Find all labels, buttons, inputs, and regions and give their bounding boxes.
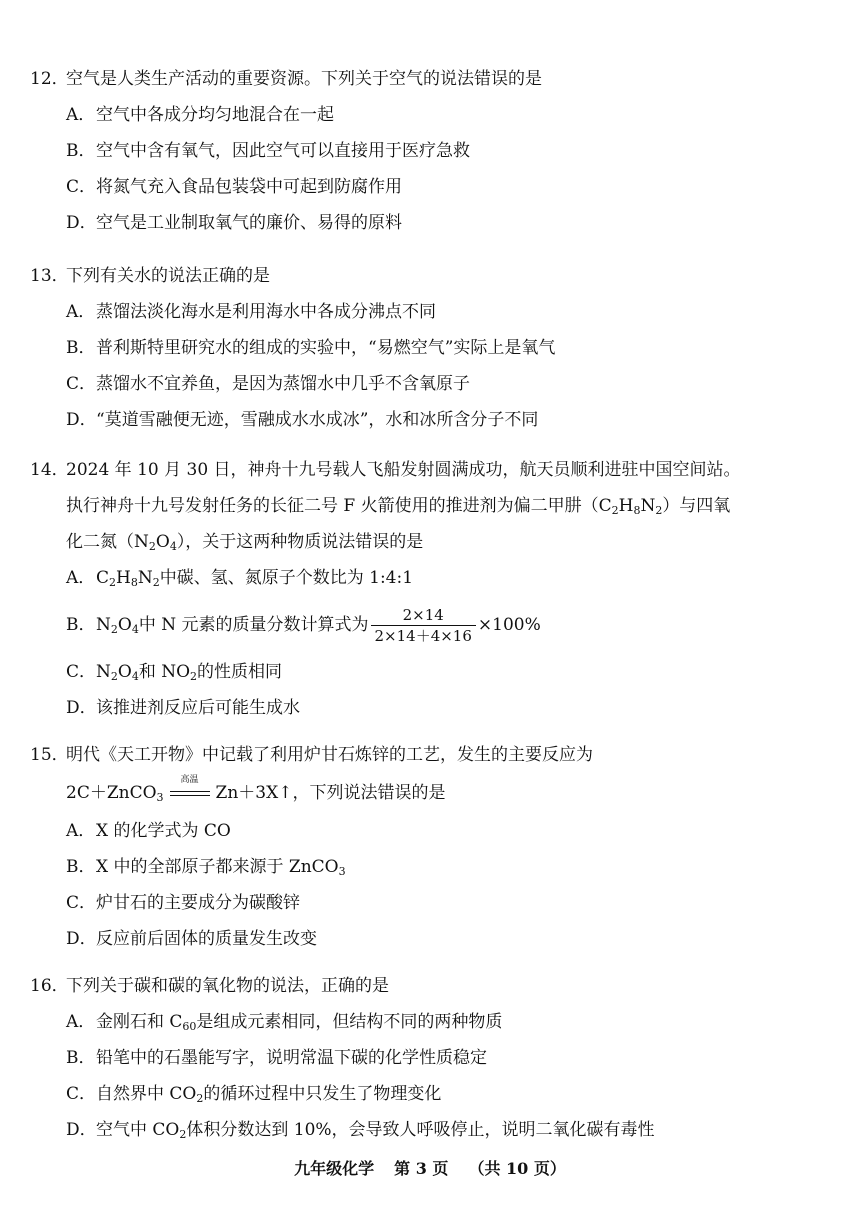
option-text: N bbox=[96, 615, 111, 635]
question-stem bbox=[30, 61, 820, 97]
question-15 bbox=[30, 737, 820, 957]
option-letter: C． bbox=[66, 1084, 97, 1104]
option-b bbox=[30, 849, 820, 885]
option-letter: A． bbox=[66, 302, 96, 322]
subscript: 2 bbox=[196, 1092, 204, 1105]
option-c bbox=[30, 885, 820, 921]
option-text: 该推进剂反应后可能生成水 bbox=[96, 698, 300, 718]
stem-text: 执行神舟十九号发射任务的长征二号 F 火箭使用的推进剂为偏二甲肼（C bbox=[66, 496, 612, 516]
subscript: 4 bbox=[169, 540, 177, 553]
question-14 bbox=[30, 452, 820, 726]
option-letter: B． bbox=[66, 141, 96, 161]
option-text: 铅笔中的石墨能写字，说明常温下碳的化学性质稳定 bbox=[96, 1048, 487, 1068]
option-letter: D． bbox=[66, 213, 97, 233]
option-letter: C． bbox=[66, 662, 97, 682]
option-d bbox=[30, 921, 820, 957]
option-d bbox=[30, 1112, 820, 1148]
fraction-denominator: 2×14＋4×16 bbox=[374, 627, 472, 645]
equation-left: 2C＋ZnCO bbox=[66, 783, 157, 803]
subscript: 2 bbox=[152, 576, 160, 589]
option-letter: A． bbox=[66, 821, 96, 841]
reaction-condition: 高温 bbox=[180, 774, 199, 785]
subscript: 2 bbox=[110, 670, 118, 683]
option-letter: D． bbox=[66, 410, 97, 430]
option-text: 普利斯特里研究水的组成的实验中，“易燃空气”实际上是氧气 bbox=[96, 338, 556, 358]
option-letter: A． bbox=[66, 568, 96, 588]
stem-text: 明代《天工开物》中记载了利用炉甘石炼锌的工艺，发生的主要反应为 bbox=[66, 745, 593, 765]
option-letter: D． bbox=[66, 698, 97, 718]
subscript: 2 bbox=[190, 670, 198, 683]
fraction-numerator: 2×14 bbox=[371, 605, 476, 626]
stem-text: ），关于这两种物质说法错误的是 bbox=[176, 532, 424, 552]
option-d bbox=[30, 690, 820, 726]
subscript: 2 bbox=[655, 504, 663, 517]
option-a bbox=[30, 1004, 820, 1040]
option-b bbox=[30, 1040, 820, 1076]
footer-total-pages: （共 10 页） bbox=[468, 1159, 566, 1178]
option-c bbox=[30, 366, 820, 402]
option-text: “莫道雪融便无迹，雪融成水水成冰”，水和冰所含分子不同 bbox=[96, 410, 539, 430]
formula-h: H bbox=[618, 496, 634, 516]
option-b: B．$N_2O_4$中 N 元素的质量分数计算式为 $\frac{2\times 14}{2\times 14+4\times 16}$ ×100% bbox=[30, 596, 820, 654]
subscript: 3 bbox=[156, 791, 164, 804]
chemical-equation bbox=[30, 773, 820, 813]
equation-right: Zn＋3X↑，下列说法错误的是 bbox=[215, 783, 446, 803]
question-number: 13． bbox=[30, 266, 69, 286]
option-text: 空气中 CO bbox=[96, 1120, 180, 1140]
mass-fraction-formula bbox=[371, 605, 476, 646]
option-text: 炉甘石的主要成分为碳酸锌 bbox=[96, 893, 300, 913]
option-text: X 的化学式为 CO bbox=[96, 821, 231, 841]
footer-page-number: 第 3 页 bbox=[394, 1159, 449, 1178]
subscript: 2 bbox=[109, 576, 117, 589]
option-text: 体积分数达到 10%，会导致人呼吸停止，说明二氧化碳有毒性 bbox=[186, 1120, 655, 1140]
option-text: 空气是工业制取氧气的廉价、易得的原料 bbox=[96, 213, 402, 233]
question-stem bbox=[30, 737, 820, 773]
formula-o: O bbox=[155, 532, 170, 552]
option-c bbox=[30, 1076, 820, 1112]
option-text: 将氮气充入食品包装袋中可起到防腐作用 bbox=[96, 177, 402, 197]
question-number: 15． bbox=[30, 745, 69, 765]
question-12 bbox=[30, 61, 820, 241]
question-13 bbox=[30, 258, 820, 438]
option-a bbox=[30, 294, 820, 330]
option-text: 的循环过程中只发生了物理变化 bbox=[203, 1084, 442, 1104]
option-letter: C． bbox=[66, 374, 97, 394]
option-a bbox=[30, 97, 820, 133]
option-text: 蒸馏法淡化海水是利用海水中各成分沸点不同 bbox=[96, 302, 436, 322]
option-letter: B． bbox=[66, 857, 96, 877]
option-text: 蒸馏水不宜养鱼，是因为蒸馏水中几乎不含氧原子 bbox=[96, 374, 470, 394]
option-text: X 中的全部原子都来源于 ZnCO bbox=[96, 857, 339, 877]
subscript: 60 bbox=[182, 1020, 197, 1033]
option-text: 自然界中 CO bbox=[96, 1084, 197, 1104]
question-number: 14． bbox=[30, 460, 69, 480]
option-text: N bbox=[96, 662, 111, 682]
option-text: 的性质相同 bbox=[197, 662, 283, 682]
subscript: 8 bbox=[633, 504, 641, 517]
option-letter: D． bbox=[66, 1120, 97, 1140]
subscript: 2 bbox=[110, 623, 118, 636]
stem-text: ）与四氧 bbox=[662, 496, 731, 516]
stem-text: 下列关于碳和碳的氧化物的说法，正确的是 bbox=[66, 976, 389, 996]
stem-text: 空气是人类生产活动的重要资源。下列关于空气的说法错误的是 bbox=[66, 69, 542, 89]
option-text: 中碳、氢、氮原子个数比为 1:4:1 bbox=[159, 568, 414, 588]
option-text: ×100% bbox=[477, 615, 541, 635]
stem-text: 2024 年 10 月 30 日，神舟十九号载人飞船发射圆满成功，航天员顺利进驻中国空间站。 bbox=[66, 460, 741, 480]
question-stem bbox=[30, 258, 820, 294]
subscript: 4 bbox=[131, 623, 139, 636]
stem-continuation bbox=[30, 488, 820, 524]
reaction-condition-arrow bbox=[168, 774, 212, 801]
option-b bbox=[30, 330, 820, 366]
option-letter: B． bbox=[66, 615, 96, 635]
question-number: 12． bbox=[30, 69, 69, 89]
option-b bbox=[30, 133, 820, 169]
option-text: 是组成元素相同，但结构不同的两种物质 bbox=[196, 1012, 503, 1032]
stem-continuation bbox=[30, 524, 820, 560]
page-footer bbox=[0, 1156, 860, 1179]
option-letter: B． bbox=[66, 338, 96, 358]
question-number: 16． bbox=[30, 976, 69, 996]
option-text: 金刚石和 C bbox=[96, 1012, 183, 1032]
option-c: C．$N_2O_4$和 $NO_2$的性质相同 bbox=[30, 654, 820, 690]
subscript: 2 bbox=[148, 540, 156, 553]
option-text: 空气中各成分均匀地混合在一起 bbox=[96, 105, 334, 125]
subscript: 2 bbox=[179, 1128, 187, 1141]
option-text: 反应前后固体的质量发生改变 bbox=[96, 929, 317, 949]
subscript: 8 bbox=[130, 576, 138, 589]
subscript: 3 bbox=[338, 865, 346, 878]
option-text: C bbox=[96, 568, 110, 588]
question-16 bbox=[30, 968, 820, 1148]
option-letter: A． bbox=[66, 1012, 96, 1032]
option-letter: B． bbox=[66, 1048, 96, 1068]
option-text: 和 NO bbox=[138, 662, 191, 682]
option-text: 中 N 元素的质量分数计算式为 bbox=[138, 615, 369, 635]
formula-n: N bbox=[640, 496, 656, 516]
option-letter: A． bbox=[66, 105, 96, 125]
question-stem bbox=[30, 452, 820, 488]
stem-text: 下列有关水的说法正确的是 bbox=[66, 266, 270, 286]
option-letter: C． bbox=[66, 893, 97, 913]
option-d bbox=[30, 205, 820, 241]
question-stem bbox=[30, 968, 820, 1004]
option-text: 空气中含有氧气，因此空气可以直接用于医疗急救 bbox=[96, 141, 470, 161]
subscript: 2 bbox=[611, 504, 619, 517]
option-c bbox=[30, 169, 820, 205]
option-letter: C． bbox=[66, 177, 97, 197]
option-a: A．$C_2H_8N_2$中碳、氢、氮原子个数比为 1:4:1 bbox=[30, 560, 820, 596]
footer-subject: 九年级化学 bbox=[294, 1159, 375, 1178]
subscript: 4 bbox=[131, 670, 139, 683]
option-a bbox=[30, 813, 820, 849]
option-letter: D． bbox=[66, 929, 97, 949]
stem-text: 化二氮（N bbox=[66, 532, 149, 552]
option-d bbox=[30, 402, 820, 438]
